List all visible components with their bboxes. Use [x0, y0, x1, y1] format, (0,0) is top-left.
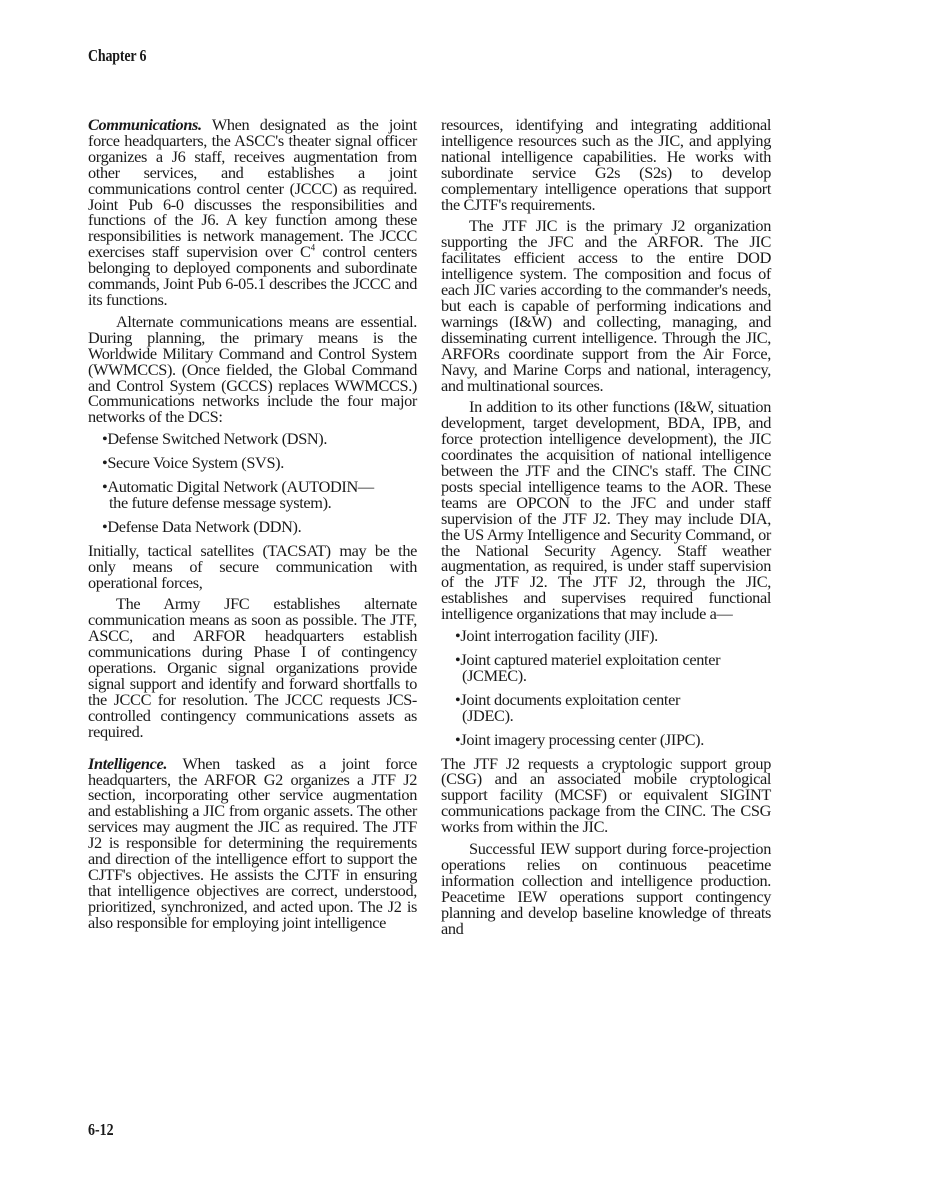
tacsat-paragraph: Initially, tactical satellites (TACSAT) may be the only means of secure communication with operational forces, — [88, 540, 417, 592]
list-item — [455, 689, 771, 725]
list-item — [455, 729, 771, 749]
list-item-continuation: the future defense message system). — [109, 492, 332, 512]
list-item — [455, 652, 771, 684]
page-number: 6-12 — [88, 1120, 114, 1139]
left-column — [88, 117, 417, 937]
communications-text: When designated as the joint force headquarters, the ASCC's theater signal officer organizes a J6 staff, receives augmentation from other services, and establishes a joint communications control center (JCCC) as required. Joint Pub 6-0 discusses the responsibilities and functions of the J6. A key function among these responsibilities is network management. The JCCC exercises staff supervision over C — [88, 115, 417, 262]
army-jfc-paragraph: The Army JFC establishes alternate communication means as soon as possible. The JTF, ASCC, and ARFOR headquarters establish communications during Phase I of contingency operations. Organic signal organizations provide signal support and identify and forward shortfalls to the JCCC for resolution. The JCCC requests JCS-controlled contingency communications assets as required. — [88, 594, 417, 741]
list-item-continuation: (JCMEC). — [462, 665, 527, 685]
csg-paragraph: The JTF J2 requests a cryptologic support group (CSG) and an associated mobile cryptological support facility (MCSF) or equivalent SIGINT communications package from the CINC. The CSG works from within the JIC. — [441, 753, 771, 837]
intelligence-paragraph — [88, 753, 417, 932]
iew-paragraph: Successful IEW support during force-projection operations relies on continuous peacetime information collection and intelligence production. Peacetime IEW operations support contingency planning and develop baseline knowledge of threats and — [441, 839, 771, 938]
list-item-text: •Joint interrogation facility (JIF). — [455, 626, 658, 646]
communications-paragraph — [88, 117, 417, 308]
jic-paragraph: The JTF JIC is the primary J2 organization supporting the JFC and the ARFOR. The JIC facilitates efficient access to the entire DOD intelligence system. The composition and focus of each JIC varies according to the commander's needs, but each is capable of performing indications and warnings (I&W) and collecting, managing, and disseminating current intelligence. Through the JIC, ARFORs coordinate support from the Air Force, Navy, and Marine Corps and national, interagency, and multinational sources. — [441, 216, 771, 395]
list-item-continuation: (JDEC). — [462, 705, 514, 725]
list-item — [455, 628, 771, 644]
chapter-header: Chapter 6 — [88, 46, 147, 65]
c4-superscript: 4 — [310, 242, 315, 253]
alternate-means-paragraph: Alternate communications means are essential. During planning, the primary means is the Worldwide Military Command and Control System (WWMCCS). (Once fielded, the Global Command and Control System (GCCS) replaces WWMCCS.) Communications networks include the four major networks of the DCS: — [88, 311, 417, 427]
list-item-text: •Joint imagery processing center (JIPC). — [455, 729, 704, 749]
intelligence-text: When tasked as a joint force headquarters, the ARFOR G2 organizes a JTF J2 section, incorporating other service augmentation and establishing a JIC from organic assets. The other services may augment the JIC as required. The JTF J2 is responsible for determining the requirements and direction of the intelligence effort to support the CJTF's objectives. He assists the CJTF in ensuring that intelligence objectives are correct, understood, prioritized, synchronized, and acted upon. The J2 is also responsible for employing joint intelligence — [88, 753, 417, 932]
list-item-text: •Joint documents exploitation center — [455, 689, 681, 709]
list-item-text: •Joint captured materiel exploitation center — [455, 650, 721, 669]
list-item-text: •Automatic Digital Network (AUTODIN— — [102, 477, 374, 497]
list-item-text: •Defense Data Network (DDN). — [102, 516, 302, 536]
continued-paragraph: resources, identifying and integrating additional intelligence resources such as the JIC, and applying national intelligence capabilities. He works with subordinate service G2s (S2s) to develop complementary intelligence operations that support the CJTF's requirements. — [441, 115, 771, 214]
intel-organizations-list — [441, 628, 771, 747]
communications-runin-head: Communications. — [88, 115, 202, 134]
list-item-text: •Secure Voice System (SVS). — [102, 453, 284, 473]
right-column — [441, 117, 771, 943]
list-item — [102, 516, 417, 536]
communications-text-cont: control centers belonging to deployed components and subordinate commands, Joint Pub 6-05.1 describes the JCCC and its functions. — [88, 242, 417, 309]
jic-functions-paragraph: In addition to its other functions (I&W, situation development, target development, BDA, IPB, and force protection intelligence development), the JIC coordinates the acquisition of national intelligence between the JTF and the CINC's staff. The CINC posts special intelligence teams to the AOR. These teams are OPCON to the JFC and under staff supervision of the JTF J2. They may include DIA, the US Army Intelligence and Security Command, or the National Security Agency. Staff weather augmentation, as required, is under staff supervision of the JTF J2. The JTF J2, through the JIC, establishes and supervises required functional intelligence organizations that may include a— — [441, 397, 771, 624]
list-item — [102, 479, 417, 511]
intelligence-runin-head: Intelligence. — [88, 753, 168, 773]
list-item — [102, 455, 417, 471]
list-item — [102, 431, 417, 447]
dcs-network-list — [88, 431, 417, 535]
list-item-text: •Defense Switched Network (DSN). — [102, 429, 328, 449]
